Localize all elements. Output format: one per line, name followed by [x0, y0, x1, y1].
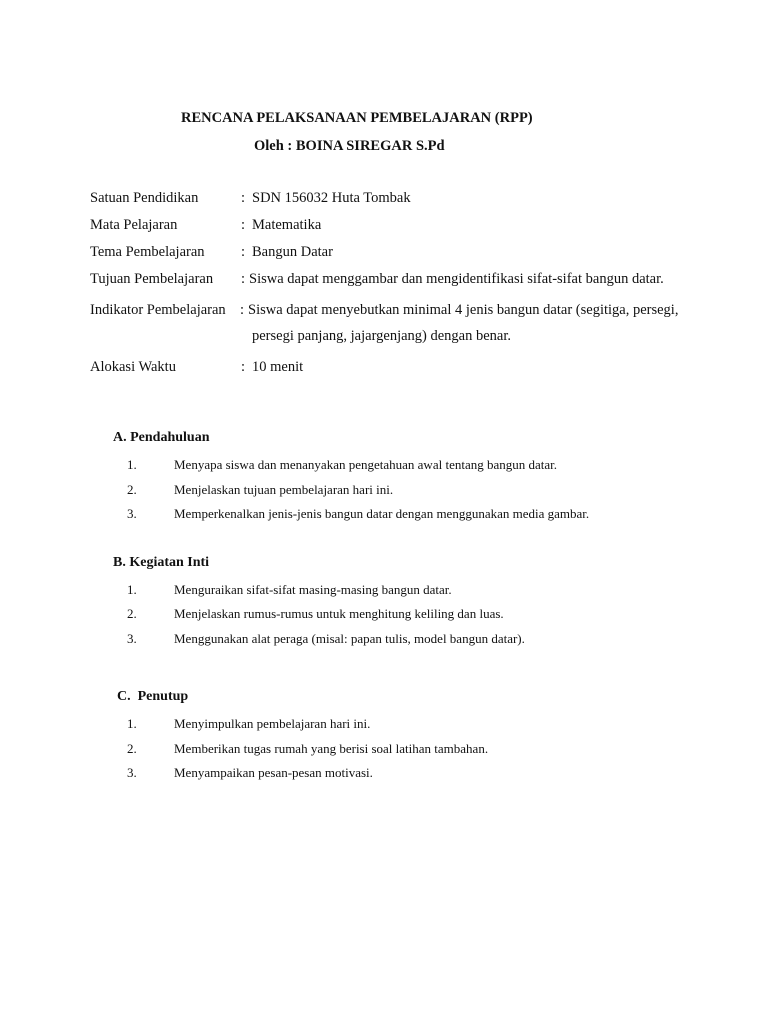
- list-item-number: 2.: [127, 482, 137, 497]
- document-author: Oleh : BOINA SIREGAR S.Pd: [254, 138, 445, 154]
- tema-value: Bangun Datar: [252, 244, 333, 260]
- tema-label: Tema Pembelajaran: [90, 244, 205, 260]
- list-item-number: 3.: [127, 506, 137, 521]
- indikator-value-line1: Siswa dapat menyebutkan minimal 4 jenis bangun datar (segitiga, persegi,: [248, 302, 679, 318]
- tujuan-label: Tujuan Pembelajaran: [90, 271, 214, 287]
- list-item: Menyapa siswa dan menanyakan pengetahuan awal tentang bangun datar.: [174, 457, 557, 472]
- document-title: RENCANA PELAKSANAAN PEMBELAJARAN (RPP): [181, 110, 533, 126]
- list-item-number: 1.: [127, 457, 137, 472]
- indikator-value-line2: persegi panjang, jajargenjang) dengan benar.: [252, 328, 512, 344]
- list-item: Menyampaikan pesan-pesan motivasi.: [174, 765, 373, 780]
- indikator-label: Indikator Pembelajaran: [90, 302, 226, 318]
- section-c-heading: C. Penutup: [117, 689, 189, 704]
- list-item: Menggunakan alat peraga (misal: papan tulis, model bangun datar).: [174, 631, 525, 646]
- list-item-number: 3.: [127, 631, 137, 646]
- mapel-sep: :: [241, 217, 246, 233]
- list-item: Memperkenalkan jenis-jenis bangun datar dengan menggunakan media gambar.: [174, 506, 590, 521]
- mapel-label: Mata Pelajaran: [90, 217, 178, 233]
- mapel-value: Matematika: [252, 217, 322, 233]
- list-item-number: 2.: [127, 741, 137, 756]
- tujuan-value: Siswa dapat menggambar dan mengidentifikasi sifat-sifat bangun datar.: [249, 271, 664, 287]
- alokasi-label: Alokasi Waktu: [90, 359, 176, 375]
- list-item: Menjelaskan rumus-rumus untuk menghitung keliling dan luas.: [174, 606, 504, 621]
- indikator-sep: :: [240, 302, 245, 318]
- list-item: Menjelaskan tujuan pembelajaran hari ini.: [174, 482, 394, 497]
- section-a-heading: A. Pendahuluan: [113, 430, 210, 445]
- list-item-number: 1.: [127, 716, 137, 731]
- alokasi-sep: :: [241, 359, 246, 375]
- satuan-label: Satuan Pendidikan: [90, 190, 199, 206]
- list-item: Memberikan tugas rumah yang berisi soal latihan tambahan.: [174, 741, 489, 756]
- tujuan-sep: :: [241, 271, 246, 287]
- list-item-number: 2.: [127, 606, 137, 621]
- section-b-heading: B. Kegiatan Inti: [113, 555, 210, 570]
- satuan-sep: :: [241, 190, 246, 206]
- list-item-number: 3.: [127, 765, 137, 780]
- list-item-number: 1.: [127, 582, 137, 597]
- alokasi-value: 10 menit: [252, 359, 304, 375]
- tema-sep: :: [241, 244, 246, 260]
- satuan-value: SDN 156032 Huta Tombak: [252, 190, 411, 206]
- list-item: Menyimpulkan pembelajaran hari ini.: [174, 716, 371, 731]
- list-item: Menguraikan sifat-sifat masing-masing bangun datar.: [174, 582, 452, 597]
